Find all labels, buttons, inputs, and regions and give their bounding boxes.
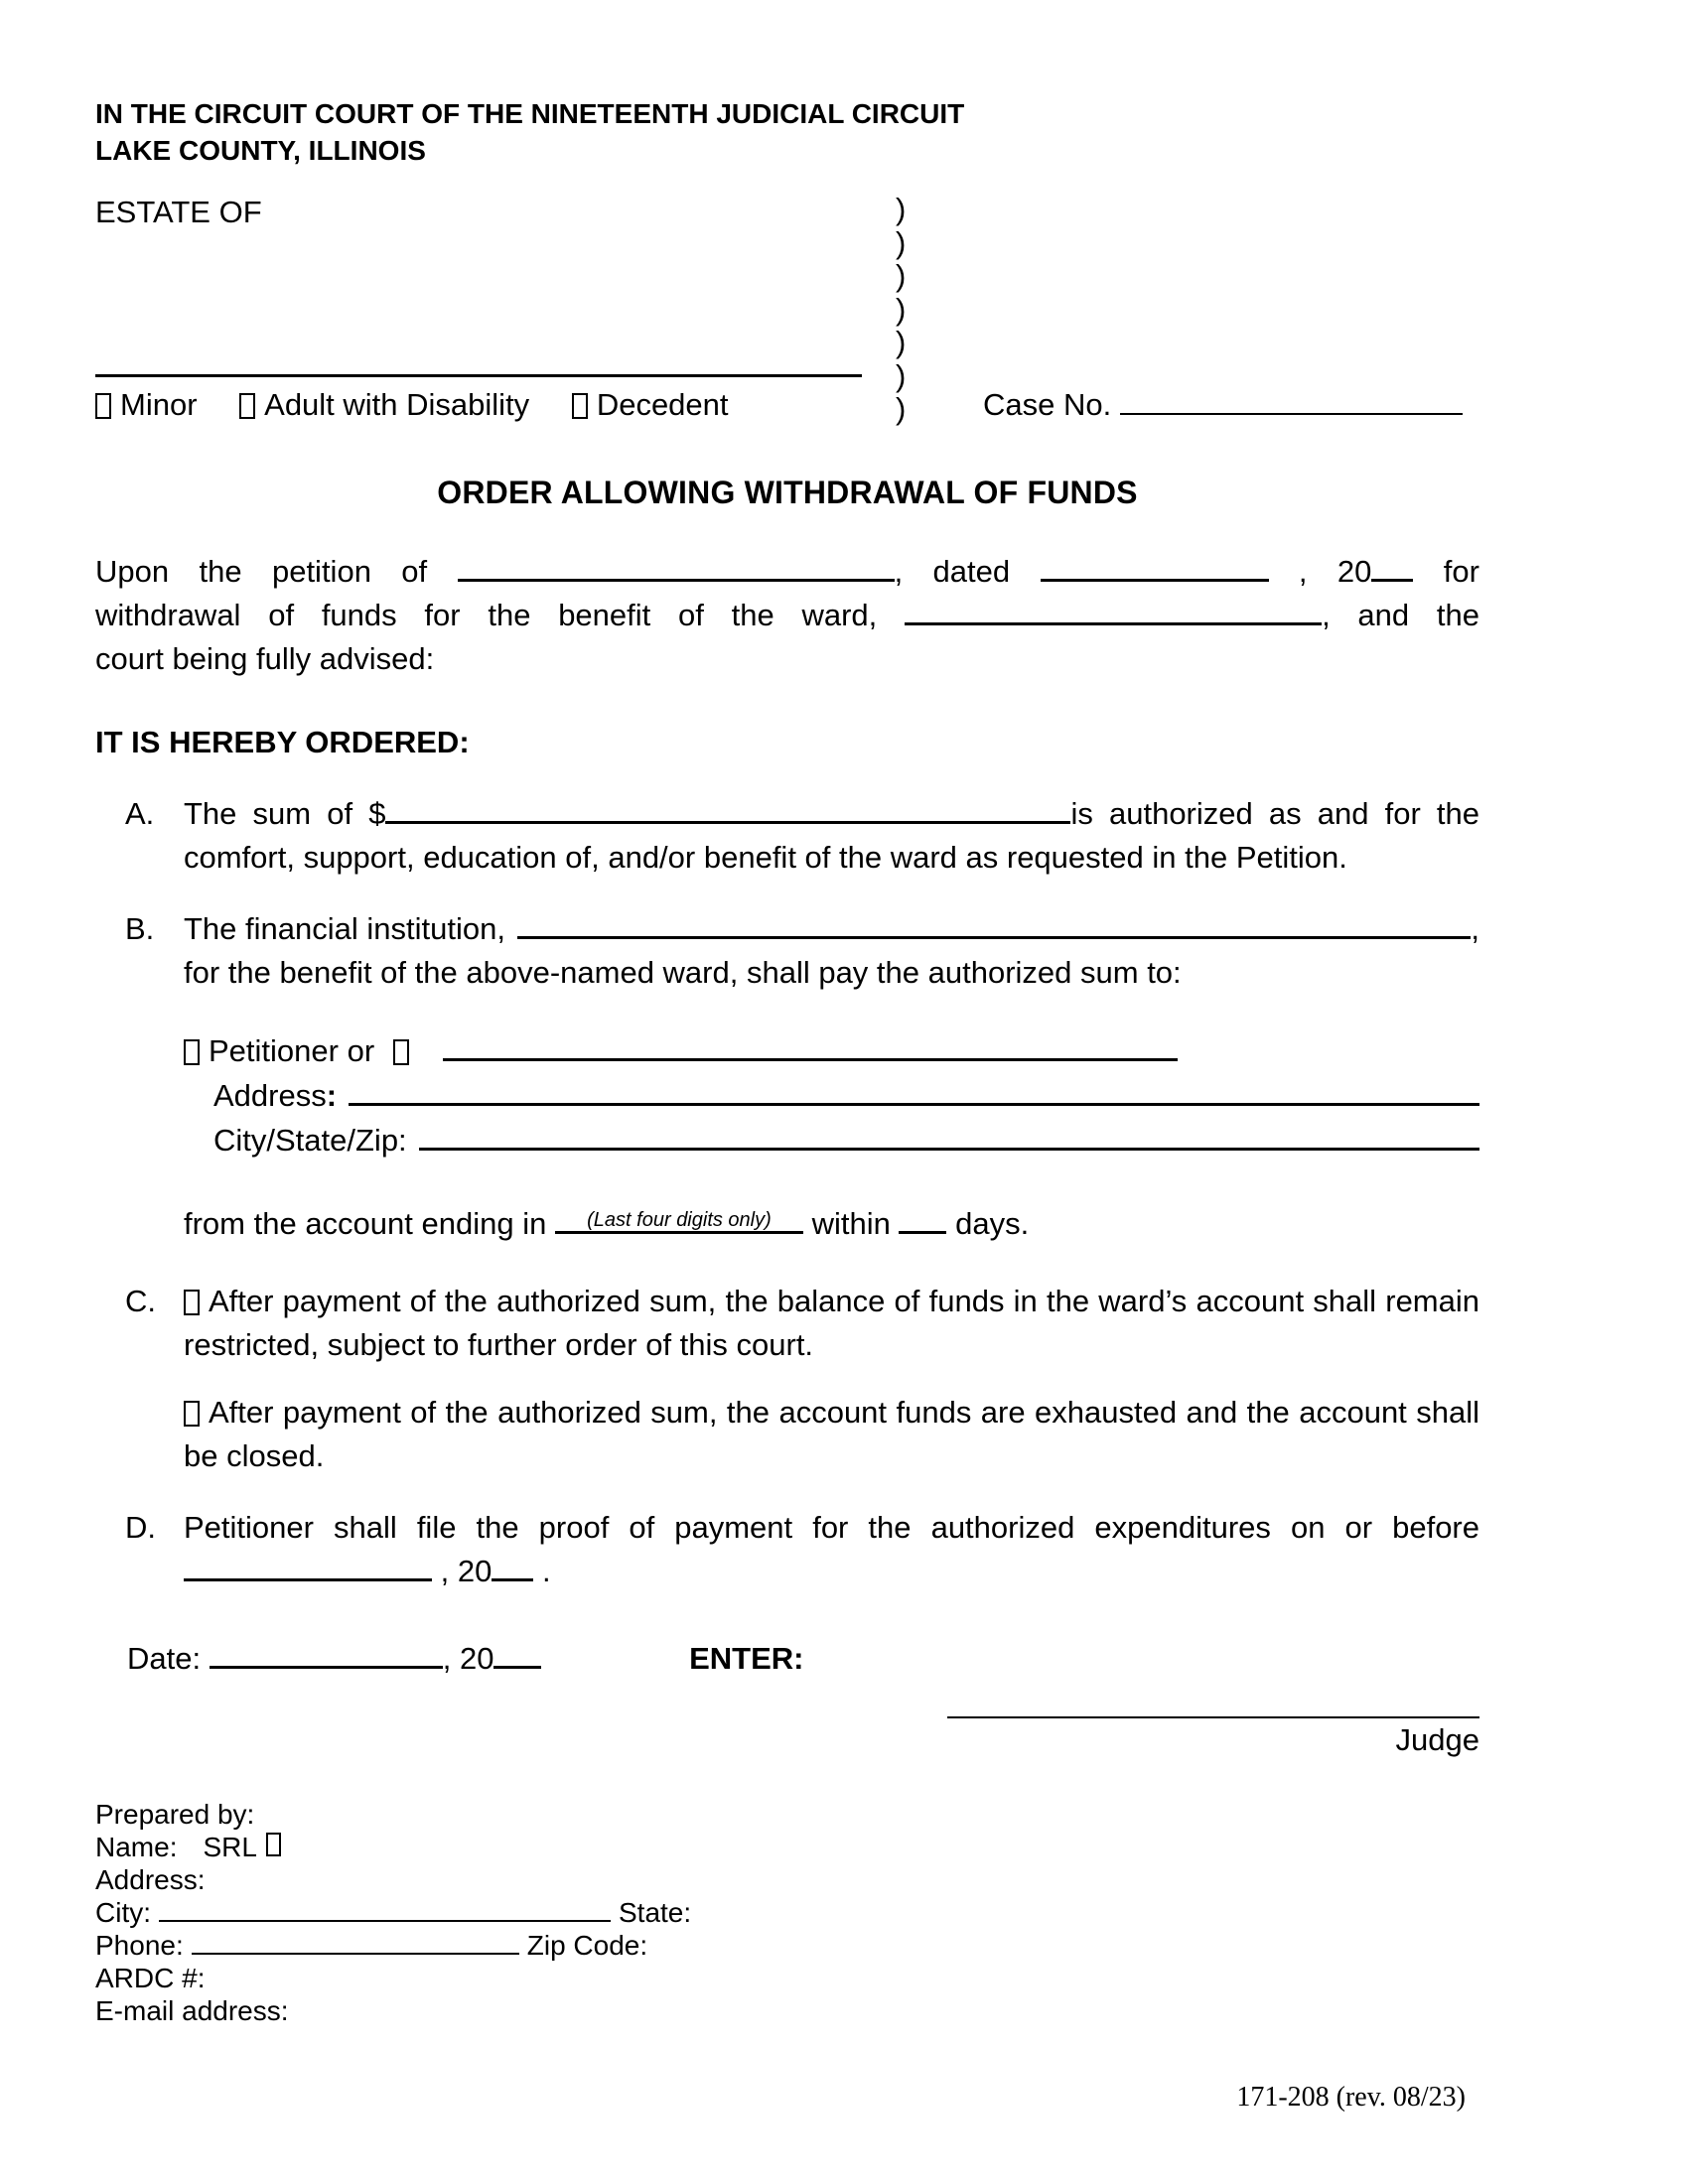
caption-left-column [95, 193, 896, 427]
prepared-ardc-row [95, 1962, 961, 1994]
srl-checkbox-icon[interactable] [266, 1833, 281, 1856]
item-a-content [184, 792, 1479, 880]
item-a-text-1: The sum of $ [184, 796, 386, 831]
account-row [184, 1202, 1479, 1246]
item-d-label: D. [125, 1510, 156, 1545]
payee-citystatezip-label: City/State/Zip: [213, 1123, 407, 1158]
proof-date-blank[interactable] [184, 1578, 432, 1581]
payee-row [184, 1028, 1479, 1073]
item-d-content [184, 1506, 1479, 1593]
decedent-checkbox-icon[interactable] [572, 393, 588, 419]
item-c-content [184, 1280, 1479, 1478]
item-d-text-2: , 20 [440, 1554, 492, 1588]
date-label: Date: [127, 1641, 202, 1676]
decedent-label: Decedent [596, 387, 729, 422]
caption-paren: ) [896, 224, 907, 260]
prepared-city-row [95, 1896, 961, 1929]
case-number-row [983, 383, 1463, 427]
judge-label: Judge [1395, 1722, 1479, 1757]
petitioner-label: Petitioner or [209, 1033, 375, 1068]
checkbox-option-decedent[interactable] [572, 387, 729, 422]
intro-text-6: , and the [1322, 598, 1480, 632]
payee-citystatezip-row [213, 1118, 1479, 1162]
intro-paragraph [95, 550, 1479, 681]
account-closed-checkbox-icon[interactable] [184, 1401, 200, 1427]
intro-line-2 [95, 594, 1479, 637]
item-d-line-2 [184, 1550, 1479, 1593]
form-number-footer: 171-208 (rev. 08/23) [1236, 2082, 1466, 2113]
intro-text-2: , dated [894, 554, 1011, 589]
item-a [95, 792, 1479, 880]
sum-amount-blank[interactable] [385, 821, 1070, 824]
caption-paren: ) [896, 325, 907, 359]
prepared-address-row [95, 1863, 961, 1896]
caption-paren-column [896, 193, 943, 427]
petitioner-name-blank[interactable] [458, 579, 895, 582]
order-year-blank[interactable] [493, 1666, 541, 1669]
item-d-line-1: Petitioner shall file the proof of payment for the authorized expenditures on or before [184, 1510, 1479, 1545]
prepared-by-block [95, 1798, 961, 2027]
item-b-content [184, 907, 1479, 1246]
item-a-text-2: is authorized as and for the [1070, 796, 1479, 831]
prepared-name-row [95, 1831, 961, 1863]
payee-address-label: Address: [213, 1078, 338, 1113]
balance-restricted-checkbox-icon[interactable] [184, 1290, 200, 1315]
case-no-blank[interactable] [1120, 413, 1463, 415]
item-b-line-2: for the benefit of the above-named ward, shall pay the authorized sum to: [184, 955, 1182, 990]
ward-name-blank[interactable] [905, 622, 1322, 625]
estate-name-blank[interactable] [95, 374, 862, 377]
intro-text-1: Upon the petition of [95, 554, 428, 589]
account-text-3: days. [955, 1206, 1030, 1241]
caption-paren: ) [896, 391, 907, 426]
adult-with-disability-checkbox-icon[interactable] [239, 393, 255, 419]
intro-text-5: withdrawal of funds for the benefit of the ward, [95, 598, 878, 632]
item-a-line-2: comfort, support, education of, and/or benefit of the ward as requested in the Petition. [184, 840, 1347, 875]
prepared-phone-row [95, 1929, 961, 1962]
prepared-address-label: Address: [95, 1864, 206, 1895]
financial-institution-blank[interactable] [517, 936, 1471, 939]
item-d [95, 1506, 1479, 1593]
item-c-option-1 [184, 1280, 1479, 1367]
item-b [95, 907, 1479, 1246]
caption-paren: ) [896, 357, 907, 393]
minor-label: Minor [120, 387, 198, 422]
date-enter-row [95, 1637, 1479, 1681]
prepared-email-label: E-mail address: [95, 1995, 289, 2026]
intro-line-3: court being fully advised: [95, 641, 435, 676]
caption-paren: ) [896, 291, 907, 327]
prepared-name-label: Name: [95, 1832, 178, 1862]
proof-year-blank[interactable] [492, 1578, 533, 1581]
case-caption [95, 193, 1479, 427]
prepared-ardc-label: ARDC #: [95, 1963, 206, 1993]
petitioner-checkbox-icon[interactable] [184, 1039, 200, 1065]
item-c-option-2-text: After payment of the authorized sum, the account funds are exhausted and the account shall be closed. [184, 1395, 1479, 1473]
other-payee-checkbox-icon[interactable] [393, 1039, 409, 1065]
intro-text-3: , 20 [1298, 554, 1372, 589]
caption-paren: ) [896, 192, 907, 226]
court-header [95, 95, 1479, 169]
court-header-line2: LAKE COUNTY, ILLINOIS [95, 135, 426, 166]
prepared-city-blank[interactable] [159, 1920, 611, 1922]
days-blank[interactable] [899, 1231, 946, 1234]
minor-checkbox-icon[interactable] [95, 393, 111, 419]
adult-with-disability-label: Adult with Disability [264, 387, 530, 422]
petition-year-blank[interactable] [1371, 579, 1413, 582]
checkbox-option-minor[interactable] [95, 387, 198, 422]
judge-signature-block [947, 1716, 1479, 1762]
estate-of-label: ESTATE OF [95, 195, 262, 229]
payee-address-blank[interactable] [349, 1103, 1479, 1106]
prepared-email-row [95, 1994, 961, 2027]
intro-text-4: for [1443, 554, 1479, 589]
account-note: (Last four digits only) [587, 1209, 772, 1231]
account-text-1: from the account ending in [184, 1206, 547, 1241]
item-c-option-2 [184, 1391, 1479, 1478]
payee-block [184, 1028, 1479, 1162]
prepared-by-heading: Prepared by: [95, 1799, 255, 1830]
enter-label: ENTER: [689, 1641, 804, 1676]
enter-colon: : [793, 1641, 804, 1676]
court-header-line1: IN THE CIRCUIT COURT OF THE NINETEENTH JUDICIAL CIRCUIT [95, 98, 965, 129]
intro-line-1 [95, 550, 1479, 594]
prepared-zip-label: Zip Code: [526, 1930, 648, 1961]
item-b-comma: , [1471, 911, 1479, 946]
ward-type-checkbox-row [95, 383, 896, 427]
item-c-option-1-text: After payment of the authorized sum, the balance of funds in the ward’s account shall remain restricted, subject to further order of this court. [184, 1284, 1479, 1362]
caption-paren: ) [896, 258, 907, 293]
item-b-line-1 [184, 907, 1479, 951]
item-b-label: B. [125, 911, 155, 946]
prepared-phone-blank[interactable] [192, 1953, 519, 1955]
petition-date-blank[interactable] [1041, 579, 1269, 582]
prepared-state-label: State: [619, 1897, 692, 1928]
item-a-label: A. [125, 796, 155, 831]
payee-address-colon: : [326, 1078, 338, 1113]
account-last-four-blank[interactable] [555, 1231, 803, 1234]
caption-spacer [95, 232, 896, 374]
order-date-blank[interactable] [210, 1666, 443, 1669]
case-no-label: Case No. [983, 387, 1112, 422]
item-a-line-1 [184, 792, 1479, 836]
form-title: ORDER ALLOWING WITHDRAWAL OF FUNDS [437, 475, 1138, 510]
prepared-city-label: City: [95, 1897, 151, 1928]
srl-label: SRL [203, 1832, 257, 1862]
caption-right-column [943, 193, 1479, 427]
prepared-phone-label: Phone: [95, 1930, 184, 1961]
ordered-heading: IT IS HEREBY ORDERED: [95, 725, 470, 759]
date-year-text: , 20 [442, 1641, 494, 1676]
payee-address-row [213, 1073, 1479, 1118]
account-text-2: within [811, 1206, 891, 1241]
other-payee-name-blank[interactable] [443, 1058, 1178, 1061]
item-d-text-3: . [541, 1554, 551, 1588]
item-b-text-1: The financial institution, [184, 911, 505, 946]
checkbox-option-adult-with-disability[interactable] [239, 387, 529, 422]
account-blank-wrap [555, 1202, 803, 1246]
payee-citystatezip-blank[interactable] [419, 1148, 1479, 1151]
item-c-label: C. [125, 1284, 156, 1318]
item-c [95, 1280, 1479, 1478]
